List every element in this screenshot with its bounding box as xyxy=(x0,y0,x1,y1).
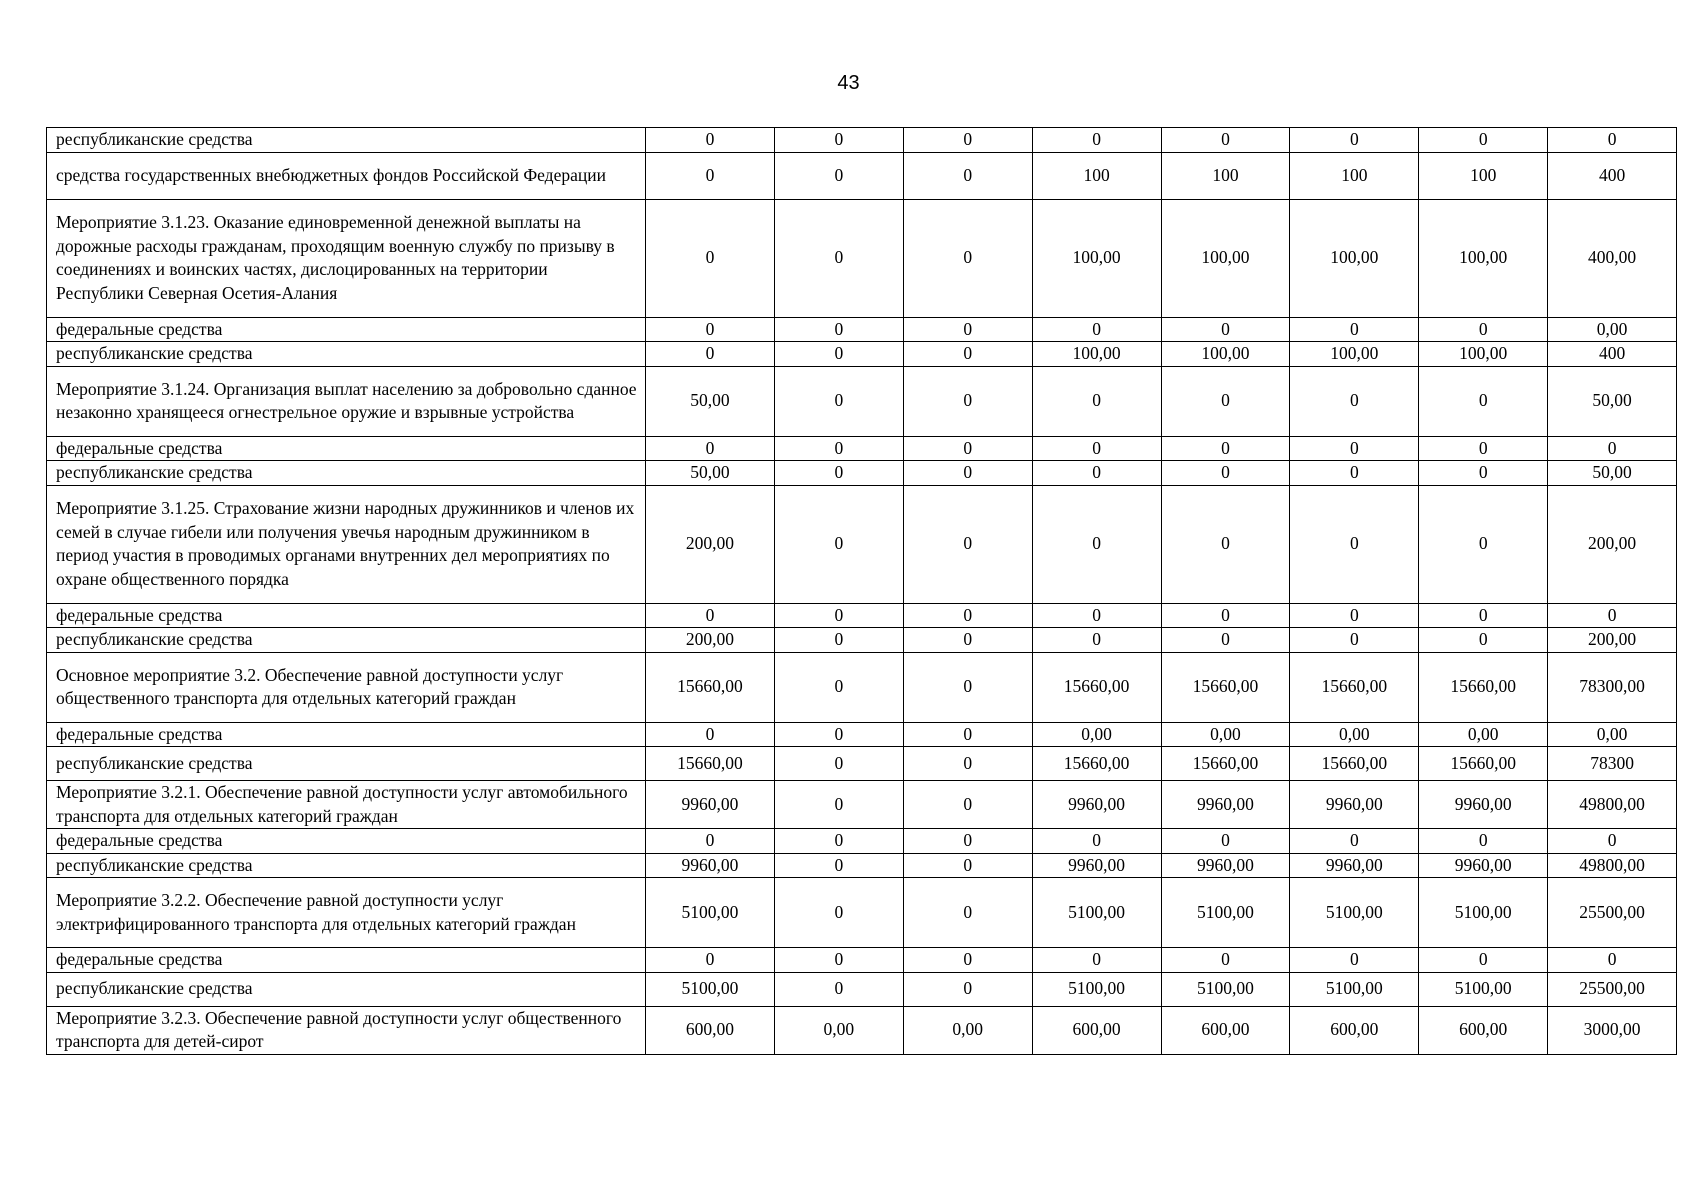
row-value-cell: 78300,00 xyxy=(1548,652,1677,722)
row-value-cell: 0 xyxy=(774,128,903,153)
row-value-cell: 600,00 xyxy=(1290,1006,1419,1054)
row-value-cell: 5100,00 xyxy=(646,878,775,948)
row-value-cell: 0 xyxy=(1161,829,1290,854)
row-value-cell: 0 xyxy=(646,436,775,461)
row-value-cell: 0 xyxy=(774,747,903,781)
row-value-cell: 0 xyxy=(774,948,903,973)
row-value-cell: 0 xyxy=(1548,603,1677,628)
row-value-cell: 0 xyxy=(1032,485,1161,603)
row-value-cell: 5100,00 xyxy=(1032,972,1161,1006)
row-value-cell: 0 xyxy=(1419,436,1548,461)
row-value-cell: 0 xyxy=(903,652,1032,722)
row-label: Мероприятие 3.2.2. Обеспечение равной доступности услуг электрифицированного транспорта для отдельных категорий граждан xyxy=(47,878,646,948)
row-value-cell: 0,00 xyxy=(1290,722,1419,747)
row-value-cell: 0 xyxy=(1419,485,1548,603)
row-value-cell: 9960,00 xyxy=(1161,781,1290,829)
row-value-cell: 100,00 xyxy=(1419,199,1548,317)
row-value-cell: 15660,00 xyxy=(646,747,775,781)
table-row xyxy=(47,485,1677,603)
row-value-cell: 0 xyxy=(646,317,775,342)
row-value-cell: 0 xyxy=(1161,366,1290,436)
row-value-cell: 0 xyxy=(1290,628,1419,653)
row-value-cell: 0 xyxy=(1419,829,1548,854)
row-value-cell: 600,00 xyxy=(1419,1006,1548,1054)
row-value-cell: 0 xyxy=(774,342,903,367)
row-value-cell: 0 xyxy=(903,747,1032,781)
table-row xyxy=(47,461,1677,486)
row-value-cell: 0 xyxy=(774,878,903,948)
row-value-cell: 0 xyxy=(1419,128,1548,153)
row-value-cell: 100 xyxy=(1290,152,1419,199)
row-value-cell: 0 xyxy=(1548,128,1677,153)
row-value-cell: 400 xyxy=(1548,152,1677,199)
row-value-cell: 0 xyxy=(1032,317,1161,342)
table-row xyxy=(47,317,1677,342)
row-value-cell: 0 xyxy=(1032,436,1161,461)
row-value-cell: 0 xyxy=(903,461,1032,486)
row-value-cell: 0 xyxy=(1419,948,1548,973)
row-value-cell: 9960,00 xyxy=(1161,853,1290,878)
table-row xyxy=(47,342,1677,367)
row-value-cell: 0 xyxy=(1290,948,1419,973)
row-value-cell: 9960,00 xyxy=(1032,781,1161,829)
budget-table xyxy=(46,127,1677,1055)
row-value-cell: 0 xyxy=(774,152,903,199)
row-value-cell: 0 xyxy=(1419,461,1548,486)
row-value-cell: 0,00 xyxy=(1548,317,1677,342)
row-value-cell: 0 xyxy=(646,128,775,153)
row-value-cell: 0 xyxy=(1161,948,1290,973)
row-value-cell: 49800,00 xyxy=(1548,853,1677,878)
table-row xyxy=(47,152,1677,199)
row-value-cell: 5100,00 xyxy=(1290,972,1419,1006)
row-value-cell: 0 xyxy=(903,948,1032,973)
row-value-cell: 0,00 xyxy=(1548,722,1677,747)
row-value-cell: 600,00 xyxy=(1161,1006,1290,1054)
row-value-cell: 0 xyxy=(903,152,1032,199)
row-value-cell: 0 xyxy=(1032,829,1161,854)
row-value-cell: 0 xyxy=(774,485,903,603)
row-value-cell: 0 xyxy=(1161,603,1290,628)
row-label: республиканские средства xyxy=(47,461,646,486)
row-value-cell: 9960,00 xyxy=(646,853,775,878)
row-value-cell: 0 xyxy=(1161,628,1290,653)
table-row xyxy=(47,853,1677,878)
row-value-cell: 0 xyxy=(774,199,903,317)
table-row xyxy=(47,1006,1677,1054)
row-value-cell: 25500,00 xyxy=(1548,878,1677,948)
row-value-cell: 0,00 xyxy=(1419,722,1548,747)
row-value-cell: 0 xyxy=(774,628,903,653)
table-row xyxy=(47,948,1677,973)
row-value-cell: 15660,00 xyxy=(1419,652,1548,722)
row-value-cell: 50,00 xyxy=(1548,461,1677,486)
row-value-cell: 0 xyxy=(1161,436,1290,461)
row-value-cell: 0 xyxy=(903,972,1032,1006)
row-value-cell: 9960,00 xyxy=(1419,853,1548,878)
table-row xyxy=(47,366,1677,436)
row-value-cell: 0,00 xyxy=(774,1006,903,1054)
row-value-cell: 0 xyxy=(1290,603,1419,628)
row-value-cell: 100 xyxy=(1032,152,1161,199)
row-value-cell: 5100,00 xyxy=(1032,878,1161,948)
row-value-cell: 0 xyxy=(774,722,903,747)
row-value-cell: 0 xyxy=(1419,603,1548,628)
row-value-cell: 0 xyxy=(903,628,1032,653)
row-value-cell: 200,00 xyxy=(646,485,775,603)
row-value-cell: 50,00 xyxy=(1548,366,1677,436)
table-row xyxy=(47,652,1677,722)
row-value-cell: 0 xyxy=(1032,948,1161,973)
table-row xyxy=(47,747,1677,781)
table-row xyxy=(47,603,1677,628)
table-row xyxy=(47,199,1677,317)
row-label: федеральные средства xyxy=(47,603,646,628)
row-value-cell: 0 xyxy=(646,199,775,317)
row-value-cell: 0 xyxy=(1161,317,1290,342)
row-value-cell: 0 xyxy=(903,366,1032,436)
row-label: федеральные средства xyxy=(47,829,646,854)
table-row xyxy=(47,781,1677,829)
row-label: федеральные средства xyxy=(47,317,646,342)
row-value-cell: 0 xyxy=(774,317,903,342)
row-value-cell: 0 xyxy=(1161,128,1290,153)
row-value-cell: 0 xyxy=(903,485,1032,603)
row-value-cell: 78300 xyxy=(1548,747,1677,781)
row-value-cell: 0 xyxy=(774,436,903,461)
row-value-cell: 0 xyxy=(646,948,775,973)
row-value-cell: 0 xyxy=(774,366,903,436)
row-value-cell: 0 xyxy=(903,199,1032,317)
table-body xyxy=(47,128,1677,1055)
row-value-cell: 0 xyxy=(1032,461,1161,486)
row-label: Мероприятие 3.2.3. Обеспечение равной доступности услуг общественного транспорта для детей-сирот xyxy=(47,1006,646,1054)
row-value-cell: 15660,00 xyxy=(1161,652,1290,722)
row-value-cell: 0 xyxy=(1161,461,1290,486)
row-value-cell: 0 xyxy=(903,722,1032,747)
row-value-cell: 0 xyxy=(774,603,903,628)
row-value-cell: 0 xyxy=(1032,366,1161,436)
row-value-cell: 15660,00 xyxy=(646,652,775,722)
row-value-cell: 0 xyxy=(903,829,1032,854)
row-value-cell: 0 xyxy=(1548,436,1677,461)
row-label: республиканские средства xyxy=(47,747,646,781)
row-value-cell: 100,00 xyxy=(1032,342,1161,367)
row-value-cell: 0,00 xyxy=(1032,722,1161,747)
row-value-cell: 0 xyxy=(774,652,903,722)
table-row xyxy=(47,436,1677,461)
row-label: Мероприятие 3.1.24. Организация выплат населению за добровольно сданное незаконно хранящееся огнестрельное оружие и взрывные устройства xyxy=(47,366,646,436)
row-value-cell: 15660,00 xyxy=(1290,747,1419,781)
row-value-cell: 50,00 xyxy=(646,366,775,436)
row-value-cell: 0 xyxy=(774,461,903,486)
row-value-cell: 0 xyxy=(774,853,903,878)
row-value-cell: 0 xyxy=(1548,829,1677,854)
page-number: 43 xyxy=(837,72,860,94)
row-label: Основное мероприятие 3.2. Обеспечение равной доступности услуг общественного транспорта для отдельных категорий граждан xyxy=(47,652,646,722)
table-row xyxy=(47,628,1677,653)
row-value-cell: 0,00 xyxy=(903,1006,1032,1054)
row-value-cell: 0 xyxy=(1290,366,1419,436)
row-value-cell: 5100,00 xyxy=(1419,878,1548,948)
row-value-cell: 0 xyxy=(1032,603,1161,628)
row-value-cell: 0 xyxy=(1419,366,1548,436)
row-value-cell: 5100,00 xyxy=(1290,878,1419,948)
row-label: республиканские средства xyxy=(47,853,646,878)
row-value-cell: 0 xyxy=(1032,628,1161,653)
row-value-cell: 0 xyxy=(1419,317,1548,342)
row-value-cell: 0 xyxy=(903,128,1032,153)
row-value-cell: 0 xyxy=(646,603,775,628)
row-value-cell: 100,00 xyxy=(1290,342,1419,367)
row-value-cell: 100,00 xyxy=(1032,199,1161,317)
row-value-cell: 0 xyxy=(1161,485,1290,603)
row-value-cell: 9960,00 xyxy=(1290,781,1419,829)
row-label: средства государственных внебюджетных фондов Российской Федерации xyxy=(47,152,646,199)
row-value-cell: 9960,00 xyxy=(1419,781,1548,829)
row-value-cell: 100,00 xyxy=(1419,342,1548,367)
row-value-cell: 0 xyxy=(1290,461,1419,486)
row-value-cell: 200,00 xyxy=(1548,485,1677,603)
row-value-cell: 0 xyxy=(903,603,1032,628)
row-value-cell: 5100,00 xyxy=(1161,878,1290,948)
row-value-cell: 0 xyxy=(1290,436,1419,461)
row-value-cell: 0 xyxy=(774,829,903,854)
row-value-cell: 0 xyxy=(1290,485,1419,603)
row-value-cell: 49800,00 xyxy=(1548,781,1677,829)
row-value-cell: 5100,00 xyxy=(646,972,775,1006)
row-value-cell: 0 xyxy=(1032,128,1161,153)
row-label: республиканские средства xyxy=(47,628,646,653)
row-value-cell: 9960,00 xyxy=(1032,853,1161,878)
row-value-cell: 5100,00 xyxy=(1161,972,1290,1006)
row-value-cell: 0 xyxy=(1290,317,1419,342)
row-label: республиканские средства xyxy=(47,128,646,153)
row-value-cell: 100,00 xyxy=(1161,199,1290,317)
row-value-cell: 200,00 xyxy=(646,628,775,653)
row-value-cell: 9960,00 xyxy=(1290,853,1419,878)
row-label: республиканские средства xyxy=(47,972,646,1006)
row-value-cell: 400 xyxy=(1548,342,1677,367)
row-value-cell: 5100,00 xyxy=(1419,972,1548,1006)
row-value-cell: 0 xyxy=(903,781,1032,829)
row-label: федеральные средства xyxy=(47,436,646,461)
row-value-cell: 0 xyxy=(903,317,1032,342)
row-value-cell: 400,00 xyxy=(1548,199,1677,317)
row-value-cell: 100 xyxy=(1419,152,1548,199)
row-value-cell: 0 xyxy=(903,436,1032,461)
row-value-cell: 0 xyxy=(646,152,775,199)
row-value-cell: 0 xyxy=(646,342,775,367)
row-value-cell: 0 xyxy=(774,781,903,829)
table-row xyxy=(47,722,1677,747)
row-value-cell: 0 xyxy=(903,853,1032,878)
row-label: Мероприятие 3.1.25. Страхование жизни народных дружинников и членов их семей в случае гибели или получения увечья народным дружинником в период участия в проводимых органами внутренних дел мероприятиях по охране общественного порядка xyxy=(47,485,646,603)
row-value-cell: 0,00 xyxy=(1161,722,1290,747)
row-value-cell: 0 xyxy=(774,972,903,1006)
table-row xyxy=(47,878,1677,948)
row-value-cell: 15660,00 xyxy=(1032,747,1161,781)
row-value-cell: 15660,00 xyxy=(1032,652,1161,722)
row-value-cell: 0 xyxy=(1419,628,1548,653)
row-value-cell: 100,00 xyxy=(1161,342,1290,367)
row-value-cell: 600,00 xyxy=(646,1006,775,1054)
table-row xyxy=(47,972,1677,1006)
row-value-cell: 15660,00 xyxy=(1161,747,1290,781)
row-value-cell: 3000,00 xyxy=(1548,1006,1677,1054)
row-value-cell: 50,00 xyxy=(646,461,775,486)
row-label: республиканские средства xyxy=(47,342,646,367)
row-label: федеральные средства xyxy=(47,722,646,747)
table-row xyxy=(47,128,1677,153)
row-value-cell: 0 xyxy=(903,342,1032,367)
row-value-cell: 600,00 xyxy=(1032,1006,1161,1054)
table-row xyxy=(47,829,1677,854)
row-label: Мероприятие 3.1.23. Оказание единовременной денежной выплаты на дорожные расходы гражданам, проходящим военную службу по призыву в соединениях и воинских частях, дислоцированных на территории Республики Северная Осетия-Алания xyxy=(47,199,646,317)
row-value-cell: 0 xyxy=(1290,829,1419,854)
row-value-cell: 9960,00 xyxy=(646,781,775,829)
row-value-cell: 0 xyxy=(1548,948,1677,973)
row-value-cell: 0 xyxy=(646,722,775,747)
row-value-cell: 0 xyxy=(646,829,775,854)
row-value-cell: 15660,00 xyxy=(1419,747,1548,781)
row-value-cell: 0 xyxy=(903,878,1032,948)
row-value-cell: 200,00 xyxy=(1548,628,1677,653)
row-value-cell: 25500,00 xyxy=(1548,972,1677,1006)
row-value-cell: 100 xyxy=(1161,152,1290,199)
row-value-cell: 15660,00 xyxy=(1290,652,1419,722)
row-value-cell: 0 xyxy=(1290,128,1419,153)
row-value-cell: 100,00 xyxy=(1290,199,1419,317)
row-label: Мероприятие 3.2.1. Обеспечение равной доступности услуг автомобильного транспорта для отдельных категорий граждан xyxy=(47,781,646,829)
row-label: федеральные средства xyxy=(47,948,646,973)
